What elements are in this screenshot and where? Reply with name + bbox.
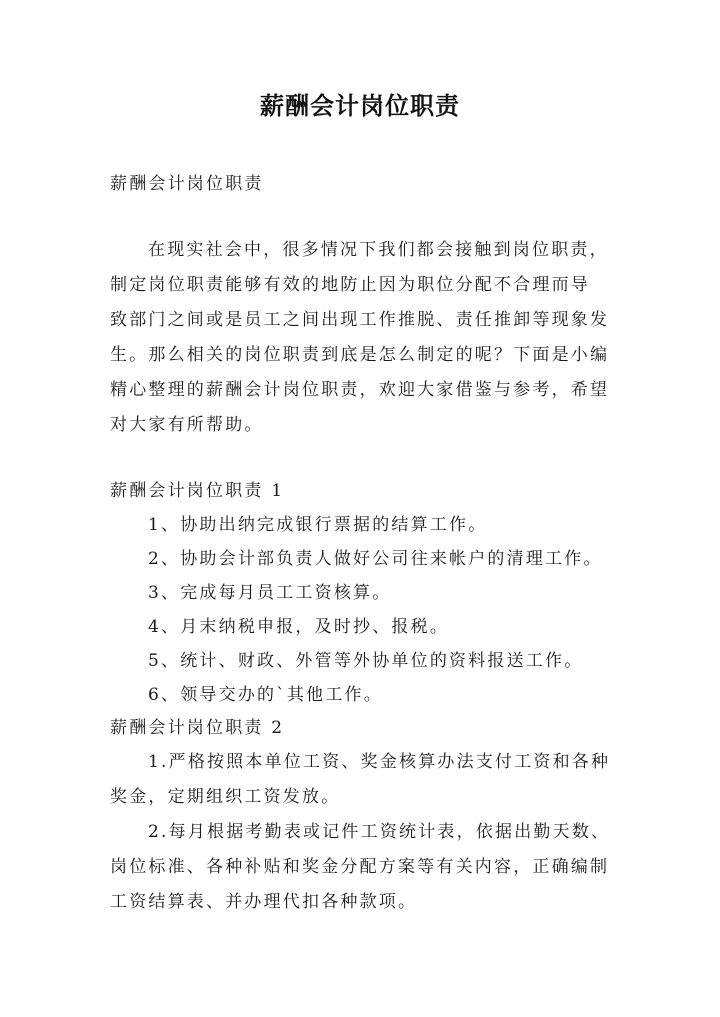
paragraph-line: 2.每月根据考勤表或记件工资统计表，依据出勤天数、 <box>148 822 611 842</box>
paragraph-line: 奖金，定期组织工资发放。 <box>110 787 341 807</box>
list-item: 3、完成每月员工工资核算。 <box>148 583 392 603</box>
list-item: 2、协助会计部负责人做好公司往来帐户的清理工作。 <box>148 549 603 569</box>
list-item: 1、协助出纳完成银行票据的结算工作。 <box>148 515 488 535</box>
list-item: 4、月末纳税申报，及时抄、报税。 <box>148 617 450 637</box>
intro-line: 精心整理的薪酬会计岗位职责，欢迎大家借鉴与参考，希望 <box>110 380 610 400</box>
intro-line: 对大家有所帮助。 <box>110 415 264 435</box>
list-item: 6、领导交办的`其他工作。 <box>148 685 383 705</box>
page-title: 薪酬会计岗位职责 <box>260 91 460 120</box>
intro-line: 在现实社会中，很多情况下我们都会接触到岗位职责， <box>148 240 609 260</box>
document-subtitle: 薪酬会计岗位职责 <box>110 174 264 194</box>
section-heading: 薪酬会计岗位职责 1 <box>110 481 285 501</box>
intro-line: 致部门之间或是员工之间出现工作推脱、责任推卸等现象发 <box>110 310 610 330</box>
intro-line: 制定岗位职责能够有效的地防止因为职位分配不合理而导 <box>110 275 590 295</box>
paragraph-line: 1.严格按照本单位工资、奖金核算办法支付工资和各种 <box>148 752 611 772</box>
paragraph-line: 工资结算表、并办理代扣各种款项。 <box>110 892 418 912</box>
list-item: 5、统计、财政、外管等外协单位的资料报送工作。 <box>148 651 584 671</box>
section-heading: 薪酬会计岗位职责 2 <box>110 718 285 738</box>
intro-line: 生。那么相关的岗位职责到底是怎么制定的呢？下面是小编 <box>110 345 610 365</box>
paragraph-line: 岗位标准、各种补贴和奖金分配方案等有关内容，正确编制 <box>110 857 610 877</box>
